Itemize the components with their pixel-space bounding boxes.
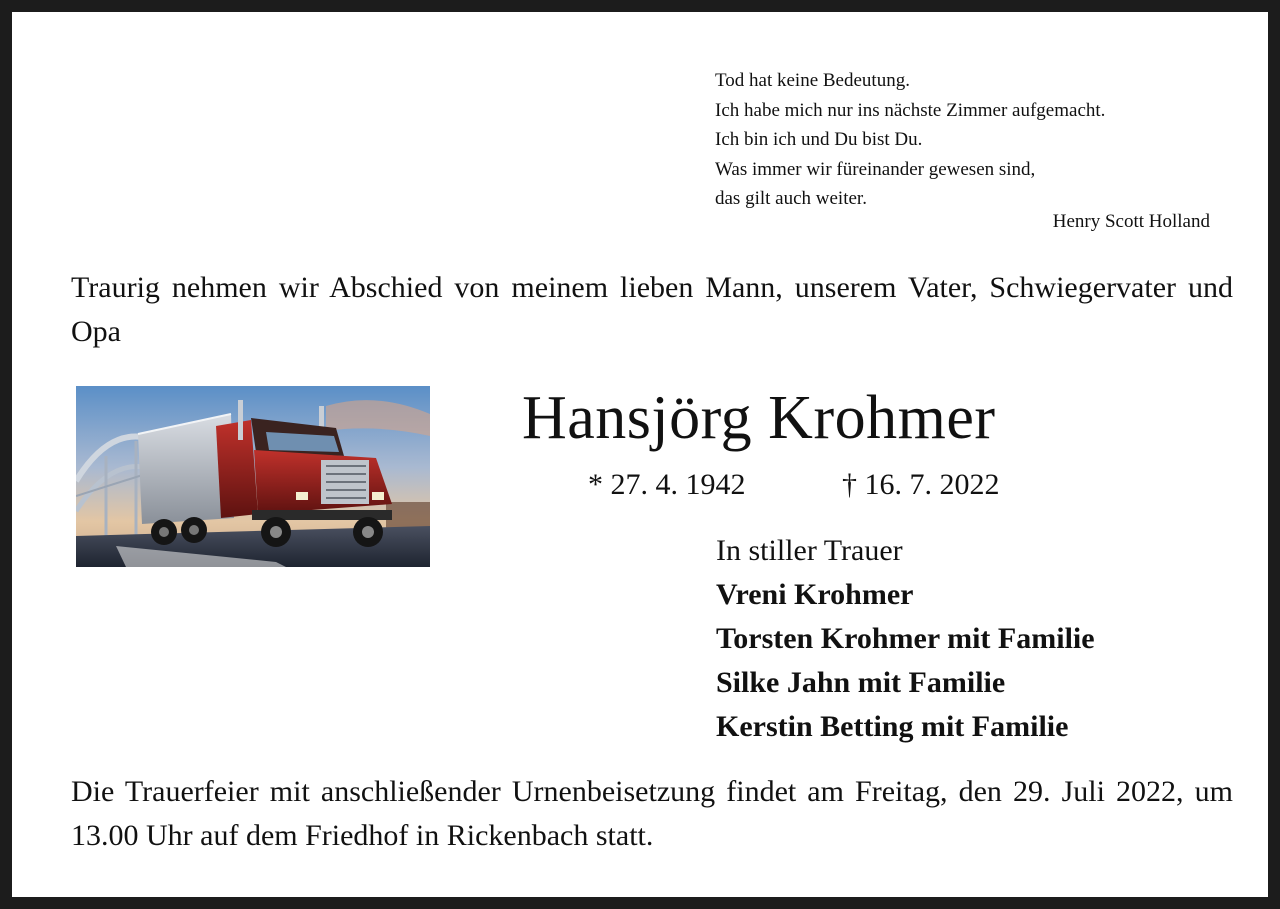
mourner-name: Kerstin Betting mit Familie (716, 710, 1069, 743)
quote-block (715, 66, 1235, 214)
mourner-name: Silke Jahn mit Familie (716, 666, 1006, 699)
birth-date: * 27. 4. 1942 (588, 468, 746, 501)
intro-text: Traurig nehmen wir Abschied von meinem lieben Mann, unserem Vater, Schwiegervater und Opa (71, 271, 1233, 348)
quote-line: Ich habe mich nur ins nächste Zimmer aufgemacht. (715, 99, 1106, 121)
truck-photo (76, 386, 430, 567)
mourning-heading: In stiller Trauer (716, 534, 903, 567)
death-date: † 16. 7. 2022 (842, 468, 1000, 501)
mourners-block (716, 529, 1095, 749)
quote-author: Henry Scott Holland (1052, 211, 1210, 232)
quote-line: Tod hat keine Bedeutung. (715, 70, 910, 91)
obituary-card (12, 12, 1268, 897)
quote-line: das gilt auch weiter. (715, 188, 867, 209)
deceased-name: Hansjörg Krohmer (522, 384, 996, 452)
mourner-name: Torsten Krohmer mit Familie (716, 622, 1095, 655)
ceremony-text: Die Trauerfeier mit anschließender Urnenbeisetzung findet am Freitag, den 29. Juli 2022, um 13.00 Uhr auf dem Friedhof in Rickenbach statt. (71, 775, 1233, 852)
quote-line: Ich bin ich und Du bist Du. (715, 129, 923, 150)
mourner-name: Vreni Krohmer (716, 578, 914, 611)
quote-line: Was immer wir füreinander gewesen sind, (715, 158, 1036, 180)
truck-illustration (76, 386, 430, 567)
